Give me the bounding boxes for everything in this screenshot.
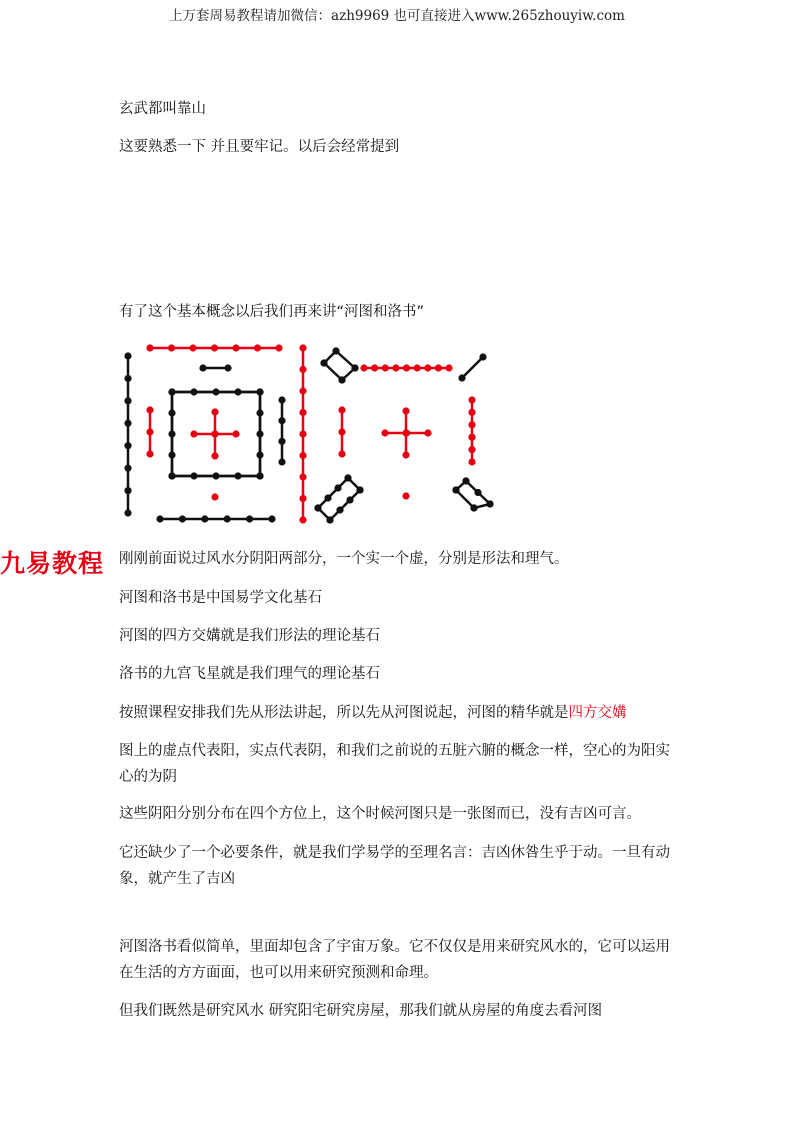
hetu-right-outer-dot (299, 495, 306, 502)
hetu-square-right (256, 388, 263, 479)
hetu-center-h-dot (190, 430, 197, 437)
luoshu-center-v-dot (402, 407, 409, 414)
hetu-square-top-dot (190, 388, 197, 395)
hetu-bottom-dot-dot (211, 493, 218, 500)
luoshu-right-dot (468, 396, 475, 403)
paragraph-4: 刚刚前面说过风水分阴阳两部分，一个实一个虚，分别是形法和理气。 (119, 551, 569, 567)
luoshu-top-dot (445, 364, 452, 371)
luoshu-right-dot (468, 409, 475, 416)
hetu-square-left-dot (168, 409, 175, 416)
hetu-top-outer-dot (254, 344, 261, 351)
hetu-right-outer-dot (299, 516, 306, 523)
paragraph-10: 这些阴阳分别分布在四个方位上，这个时候河图只是一张图而已，没有吉凶可言。 (119, 806, 641, 822)
hetu-square-right-dot (256, 388, 263, 395)
luoshu-bottom-left-link-b (344, 474, 363, 493)
luoshu-top-left-link-b-dot (351, 364, 358, 371)
hetu-bottom-outer-dot (156, 515, 163, 522)
hetu-bottom-outer (156, 515, 275, 522)
hetu-top-outer-dot (168, 344, 175, 351)
luoshu-bottom-right-link-b-dot (486, 500, 493, 507)
luoshu-left-dot (338, 450, 345, 457)
paragraph-12: 河图洛书看似简单，里面却包含了宇宙万象。它不仅仅是用来研究风水的，它可以运用在生活的方方面面，也可以用来研究预测和命理。 (119, 939, 670, 981)
luoshu-bottom-left-a-line (318, 478, 348, 508)
hetu-right-inner-dot (278, 417, 285, 424)
hetu-square-left-dot (168, 430, 175, 437)
page-header: 上万套周易教程请加微信：azh9969 也可直接进入www.265zhouyiw.com (169, 8, 625, 24)
hetu-square-right-dot (256, 451, 263, 458)
hetu-square-top-dot (234, 388, 241, 395)
luoshu-top (360, 364, 452, 371)
hetu-square-right-dot (256, 430, 263, 437)
luoshu-center-h-dot (381, 429, 388, 436)
hetu-square-left (168, 388, 175, 479)
hetu-right-outer-dot (299, 387, 306, 394)
luoshu-top-right-dot (479, 353, 486, 360)
luoshu-bottom-right-link-a-dot (462, 477, 469, 484)
luoshu-center-v (402, 407, 409, 458)
hetu-right-outer-dot (299, 430, 306, 437)
paragraph-9: 图上的虚点代表阳，实点代表阴，和我们之前说的五脏六腑的概念一样，空心的为阳实心的为阴 (119, 743, 670, 785)
luoshu-top-left-pair-b-line (336, 351, 355, 368)
hetu-left-inner-dot (146, 450, 153, 457)
hetu-right-inner-dot (278, 458, 285, 465)
luoshu-top-dot (360, 364, 367, 371)
paragraph-3: 有了这个基本概念以后我们再来讲“河图和洛书” (119, 304, 425, 320)
hetu-right-outer-dot (299, 409, 306, 416)
paragraph-8-text: 按照课程安排我们先从形法讲起，所以先从河图说起，河图的精华就是 (119, 705, 569, 721)
hetu-top-inner-dot (224, 364, 231, 371)
luoshu-diagram (310, 338, 502, 530)
luoshu-top-right-dot (458, 374, 465, 381)
hetu-diagram (114, 338, 324, 530)
paragraph-13: 但我们既然是研究风水 研究阳宅研究房屋，那我们就从房屋的角度去看河图 (119, 1003, 603, 1019)
luoshu-top-left-link-a-dot (320, 359, 327, 366)
luoshu-bottom-right-link-a-dot (452, 486, 459, 493)
luoshu-bottom-left-a-dot (324, 494, 331, 501)
hetu-left-outer-dot (124, 487, 131, 494)
hetu-left-outer-dot (124, 352, 131, 359)
hetu-square-bottom-dot (234, 472, 241, 479)
hetu-center-v-dot (211, 408, 218, 415)
luoshu-top-left-pair-a-line (324, 363, 342, 380)
hetu-square-bottom-dot (190, 472, 197, 479)
luoshu-bottom-right-b-dot (474, 489, 481, 496)
luoshu-right (468, 396, 475, 465)
luoshu-top-left-link-a-dot (332, 347, 339, 354)
hetu-square-bottom (168, 472, 263, 479)
hetu-top-outer-dot (232, 344, 239, 351)
hetu-center-h-dot (232, 430, 239, 437)
hetu-center-v (211, 408, 218, 459)
hetu-right-outer-dot (299, 344, 306, 351)
luoshu-left-dot (338, 428, 345, 435)
luoshu-bottom-left-b-dot (346, 496, 353, 503)
hetu-left-inner (146, 406, 153, 457)
luoshu-bottom-left-link-a-dot (326, 516, 333, 523)
hetu-bottom-outer-dot (224, 515, 231, 522)
luoshu-bottom-right-a-line (456, 490, 474, 508)
luoshu-center-v-dot (402, 429, 409, 436)
luoshu-top-left-link-b-dot (338, 376, 345, 383)
luoshu-right-dot (468, 458, 475, 465)
luoshu-bottom-left-a-dot (334, 484, 341, 491)
luoshu-top-dot (435, 364, 442, 371)
luoshu-top-dot (414, 364, 421, 371)
hetu-bottom-outer-dot (268, 515, 275, 522)
hetu-top-outer (146, 344, 282, 351)
hetu-square-left-dot (168, 472, 175, 479)
luoshu-right-dot (468, 421, 475, 428)
hetu-right-inner-dot (278, 438, 285, 445)
hetu-top-outer-dot (211, 344, 218, 351)
hetu-square-right-dot (256, 409, 263, 416)
jiuyi-logo: 九易教程 (0, 549, 105, 578)
hetu-bottom-outer-dot (179, 515, 186, 522)
luoshu-bottom-right-link-b-dot (470, 504, 477, 511)
luoshu-center-v-dot (402, 451, 409, 458)
luoshu-bottom-dot-dot (402, 492, 409, 499)
paragraph-11: 它还缺少了一个必要条件，就是我们学易学的至理名言：吉凶休咎生乎于动。一旦有动象，就产生了吉凶 (119, 845, 670, 887)
luoshu-bottom-right-link-b (470, 500, 493, 511)
hetu-right-outer-dot (299, 366, 306, 373)
luoshu-bottom-left-link-a (314, 504, 333, 523)
hetu-top-inner-dot (199, 364, 206, 371)
hetu-right-inner-dot (278, 396, 285, 403)
paragraph-2: 这要熟悉一下 并且要牢记。以后会经常提到 (119, 139, 400, 155)
hetu-square-right-dot (256, 472, 263, 479)
hetu-left-outer-dot (124, 397, 131, 404)
hetu-left-outer-dot (124, 442, 131, 449)
hetu-center-v-dot (211, 430, 218, 437)
luoshu-bottom-left-b-dot (336, 506, 343, 513)
hetu-right-inner (278, 396, 285, 465)
hetu-top-outer-dot (189, 344, 196, 351)
luoshu-top-left-link-a (320, 347, 339, 366)
luoshu-bottom-left-link-b-dot (356, 486, 363, 493)
hetu-right-outer (299, 344, 306, 523)
hetu-bottom-dot (211, 493, 218, 500)
luoshu-top-dot (371, 364, 378, 371)
paragraph-5: 河图和洛书是中国易学文化基石 (119, 590, 322, 606)
luoshu-top-dot (403, 364, 410, 371)
luoshu-bottom-left-link-b-dot (344, 474, 351, 481)
hetu-left-inner-dot (146, 406, 153, 413)
hetu-right-outer-dot (299, 452, 306, 459)
luoshu-bottom-left-link-a-dot (314, 504, 321, 511)
luoshu-left (338, 406, 345, 457)
luoshu-right-dot (468, 434, 475, 441)
luoshu-top-right (458, 353, 486, 381)
hetu-bottom-outer-dot (246, 515, 253, 522)
hetu-left-outer-dot (124, 465, 131, 472)
paragraph-1: 玄武都叫靠山 (119, 101, 206, 117)
luoshu-top-dot (424, 364, 431, 371)
luoshu-bottom-right-link-a (452, 477, 469, 493)
luoshu-top-right-line (462, 357, 483, 378)
hetu-square-top (168, 388, 263, 395)
hetu-left-outer (124, 352, 131, 516)
hetu-top-inner (199, 364, 231, 371)
hetu-square-bottom-dot (212, 472, 219, 479)
hetu-left-outer-dot (124, 375, 131, 382)
hetu-square-top-dot (212, 388, 219, 395)
hetu-top-outer-dot (275, 344, 282, 351)
hetu-left-outer-dot (124, 509, 131, 516)
hetu-square-left-dot (168, 388, 175, 395)
hetu-right-outer-dot (299, 473, 306, 480)
hetu-left-inner-dot (146, 428, 153, 435)
luoshu-bottom-left-b-line (330, 490, 360, 520)
luoshu-right-dot (468, 446, 475, 453)
hetu-top-outer-dot (146, 344, 153, 351)
luoshu-center-h-dot (424, 429, 431, 436)
luoshu-bottom-dot (402, 492, 409, 499)
paragraph-7: 洛书的九宫飞星就是我们理气的理论基石 (119, 666, 380, 682)
paragraph-6: 河图的四方交媾就是我们形法的理论基石 (119, 628, 380, 644)
luoshu-left-dot (338, 406, 345, 413)
paragraph-8 (119, 700, 679, 726)
hetu-square-left-dot (168, 451, 175, 458)
luoshu-top-left-link-b (338, 364, 358, 383)
luoshu-top-dot (392, 364, 399, 371)
luoshu-top-dot (382, 364, 389, 371)
hetu-bottom-outer-dot (201, 515, 208, 522)
hetu-left-outer-dot (124, 420, 131, 427)
hetu-center-v-dot (211, 452, 218, 459)
highlight-sifang-jiaogou: 四方交媾 (568, 705, 627, 721)
